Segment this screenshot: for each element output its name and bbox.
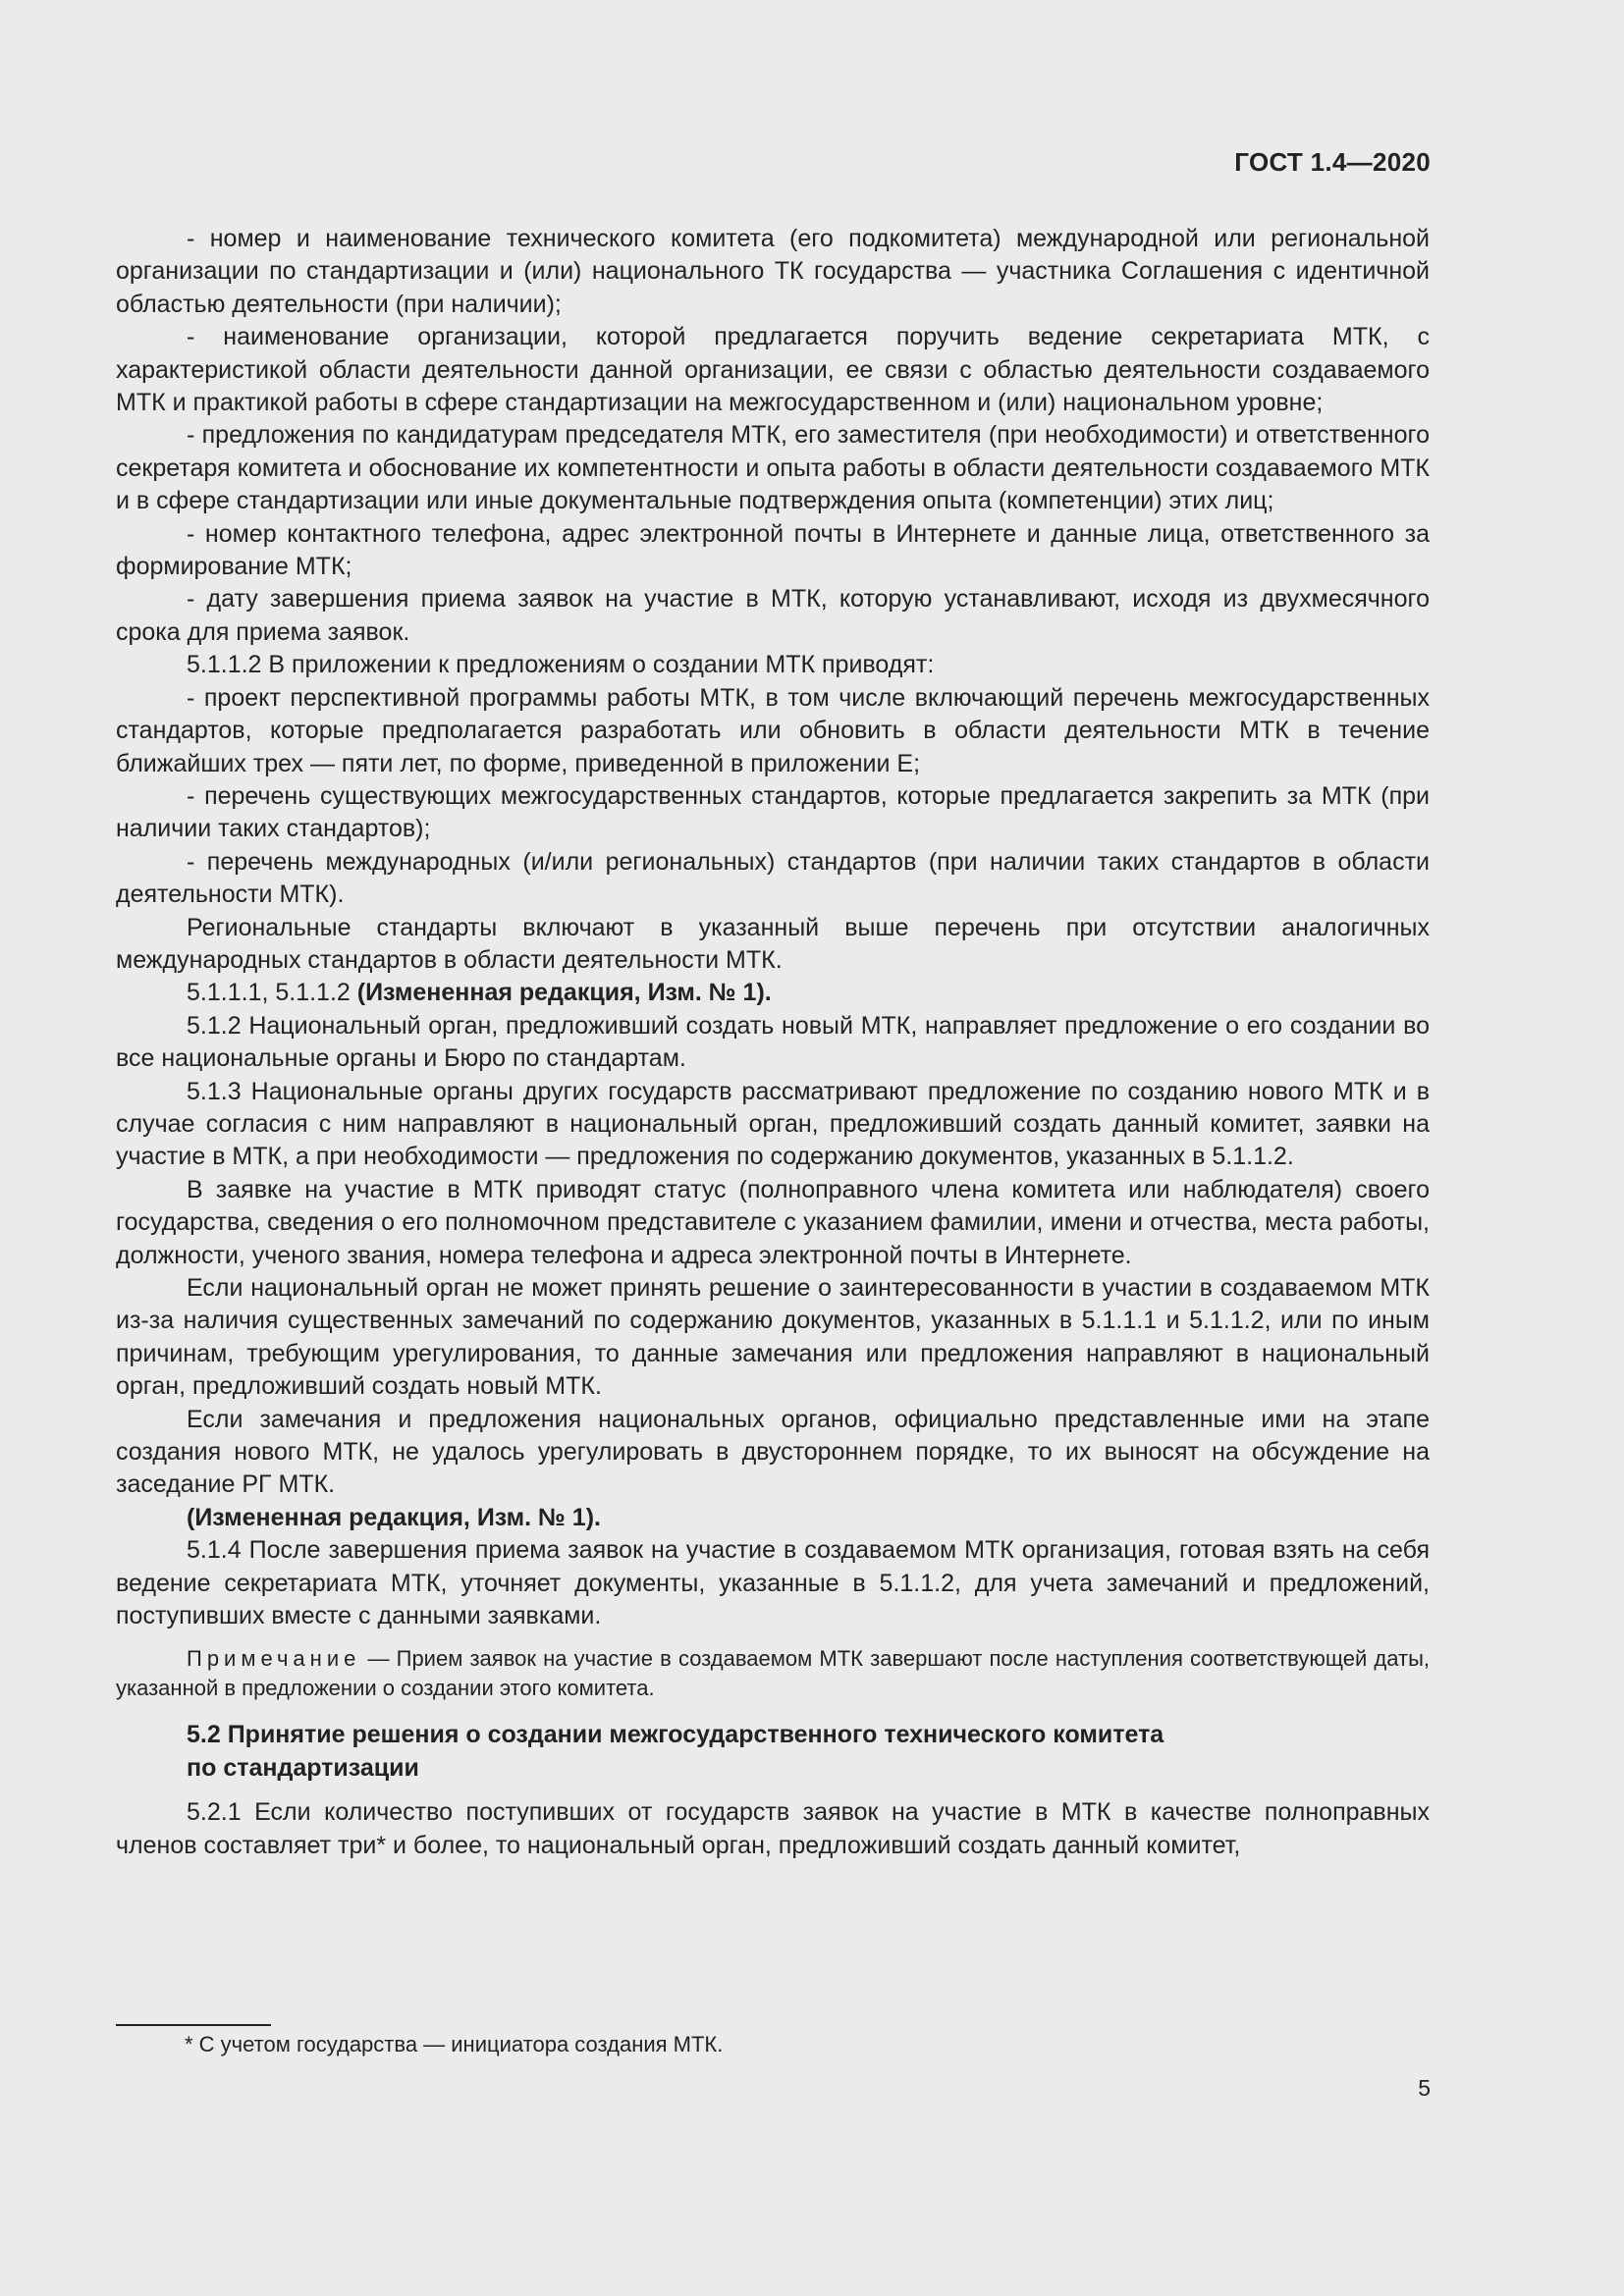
note (116, 1644, 1430, 1703)
section-title-line1: 5.2 Принятие решения о создании межгосударственного технического комитета (187, 1721, 1164, 1749)
list-item: - перечень существующих межгосударственных стандартов, которые предлагается закрепить за МТК (при наличии таких стандартов); (116, 781, 1430, 843)
footnote: * С учетом государства — инициатора создания МТК. (185, 2032, 724, 2056)
section-title-line2: по стандартизации (187, 1753, 419, 1782)
list-item: - проект перспективной программы работы МТК, в том числе включающий перечень межгосударственных стандартов, которые предполагается разработать или обновить в области деятельности МТК в течение ближайших трех — пяти лет, по форме, приведенной в приложении Е; (116, 683, 1430, 777)
clause-5-1-3: 5.1.3 Национальные органы других государств рассматривают предложение по созданию нового МТК и в случае согласия с ним направляют в национальный орган, предложивший создать данный комитет, заявки на участие в МТК, а при необходимости — предложения по содержанию документов, указанных в 5.1.1.2. (116, 1077, 1430, 1171)
note-text: — Прием заявок на участие в создаваемом МТК завершают после наступления соответствующей даты, указанной в предложении о создании этого комитета. (116, 1646, 1430, 1701)
clause-5-1-1-2: 5.1.1.2 В приложении к предложениям о создании МТК приводят: (187, 651, 935, 679)
amendment-ref: 5.1.1.1, 5.1.1.2 (187, 979, 357, 1007)
note-label: Примечание (187, 1646, 361, 1672)
list-item: - номер и наименование технического комитета (его подкомитета) международной или региональной организации по стандартизации и (или) национального ТК государства — участника Соглашения с идентичной областью деятельности (при наличии); (116, 225, 1430, 318)
list-item: - перечень международных (и/или региональных) стандартов (при наличии таких стандартов в области деятельности МТК). (116, 847, 1430, 909)
paragraph: Региональные стандарты включают в указанный выше перечень при отсутствии аналогичных международных стандартов в области деятельности МТК. (116, 913, 1430, 974)
list-item: - наименование организации, которой предлагается поручить ведение секретариата МТК, с характеристикой области деятельности данной организации, ее связи с областью деятельности создаваемого МТК и практикой работы в сфере стандартизации на межгосударственном и (или) национальном уровне; (116, 323, 1430, 417)
clause-5-1-4: 5.1.4 После завершения приема заявок на участие в создаваемом МТК организация, готовая взять на себя ведение секретариата МТК, уточняет документы, указанные в 5.1.1.2, для учета замечаний и предложений, поступивших вместе с данными заявками. (116, 1536, 1430, 1630)
clause-5-1-2: 5.1.2 Национальный орган, предложивший создать новый МТК, направляет предложение о его создании во все национальные органы и Бюро по стандартам. (116, 1011, 1430, 1073)
clause-5-2-1: 5.2.1 Если количество поступивших от государств заявок на участие в МТК в качестве полноправных членов составляет три* и более, то национальный орган, предложивший создать данный комитет, (116, 1798, 1430, 1859)
footnote-divider (116, 2024, 271, 2026)
section-title (116, 1719, 1430, 1785)
list-item: - предложения по кандидатурам председателя МТК, его заместителя (при необходимости) и ответственного секретаря комитета и обоснование их компетентности и опыта работы в области деятельности создаваемого МТК и в сфере стандартизации или иные документальные подтверждения опыта (компетенции) этих лиц; (116, 421, 1430, 515)
paragraph: Если национальный орган не может принять решение о заинтересованности в участии в создаваемом МТК из-за наличия существенных замечаний по содержанию документов, указанных в 5.1.1.1 и 5.1.1.2, или по иным причинам, требующим урегулирования, то данные замечания или предложения направляют в национальный орган, предложивший создать новый МТК. (116, 1274, 1430, 1401)
amendment-note (116, 1502, 1430, 1534)
amendment-note (116, 977, 1430, 1009)
amendment-label: (Измененная редакция, Изм. № 1). (356, 979, 772, 1007)
page-number: 5 (1418, 2075, 1431, 2101)
document-code: ГОСТ 1.4—2020 (1234, 147, 1431, 177)
body-text (116, 223, 1430, 1862)
list-item: - дату завершения приема заявок на участие в МТК, которую устанавливают, исходя из двухмесячного срока для приема заявок. (116, 585, 1430, 646)
paragraph: Если замечания и предложения национальных органов, официально представленные ими на этапе создания нового МТК, не удалось урегулировать в двустороннем порядке, то их выносят на обсуждение на заседание РГ МТК. (116, 1405, 1430, 1499)
list-item: - номер контактного телефона, адрес электронной почты в Интернете и данные лица, ответственного за формирование МТК; (116, 519, 1430, 581)
amendment-label: (Измененная редакция, Изм. № 1). (187, 1503, 601, 1531)
paragraph: В заявке на участие в МТК приводят статус (полноправного члена комитета или наблюдателя) своего государства, сведения о его полномочном представителе с указанием фамилии, имени и отчества, места работы, должности, ученого звания, номера телефона и адреса электронной почты в Интернете. (116, 1175, 1430, 1269)
